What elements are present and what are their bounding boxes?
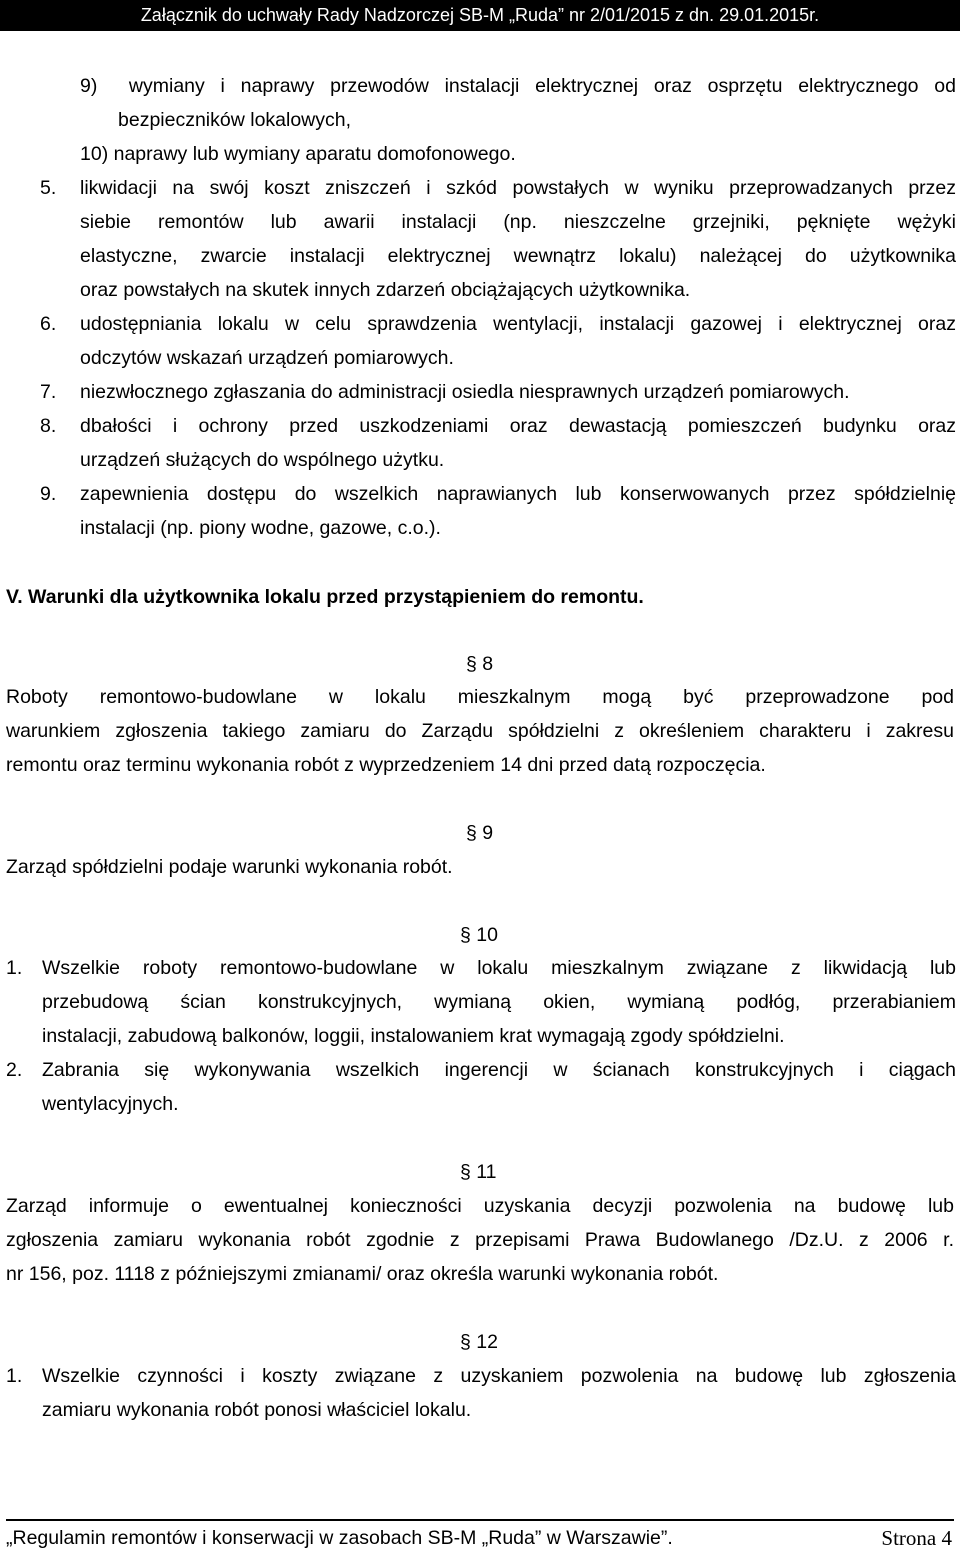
document-header: Załącznik do uchwały Rady Nadzorczej SB-M „Ruda” nr 2/01/2015 z dn. 29.01.2015r. bbox=[0, 0, 960, 31]
paragraph-8-line-1: Roboty remontowo-budowlane w lokalu mieszkalnym mogą być przeprowadzone pod bbox=[6, 686, 954, 708]
paragraph-mark-11: § 11 bbox=[460, 1161, 497, 1183]
list-item-9-line-1: 9) wymiany i naprawy przewodów instalacji elektrycznej oraz osprzętu elektrycznego od bbox=[80, 75, 956, 97]
paragraph-11-line-1: Zarząd informuje o ewentualnej konieczności uzyskania decyzji pozwolenia na budowę lub bbox=[6, 1195, 954, 1217]
footer-title: „Regulamin remontów i konserwacji w zasobach SB-M „Ruda” w Warszawie”. bbox=[6, 1527, 673, 1549]
list-item-10: 10) naprawy lub wymiany aparatu domofonowego. bbox=[80, 143, 516, 165]
paragraph-mark-8: § 8 bbox=[466, 653, 494, 675]
paragraph-11-line-2: zgłoszenia zamiaru wykonania robót zgodnie z przepisami Prawa Budowlanego /Dz.U. z 2006 r. bbox=[6, 1229, 954, 1251]
list-item-6-line-2: odczytów wskazań urządzeń pomiarowych. bbox=[80, 347, 454, 369]
paragraph-9-line-1: Zarząd spółdzielni podaje warunki wykonania robót. bbox=[6, 856, 453, 878]
paragraph-10-item-2-line-2: wentylacyjnych. bbox=[42, 1093, 179, 1115]
list-item-7-line-1: niezwłocznego zgłaszania do administracji osiedla niesprawnych urządzeń pomiarowych. bbox=[80, 381, 850, 403]
paragraph-12-item-1-line-1: Wszelkie czynności i koszty związane z uzyskaniem pozwolenia na budowę lub zgłoszenia bbox=[42, 1365, 956, 1387]
list-number-7: 7. bbox=[40, 381, 57, 403]
page-number: Strona 4 bbox=[881, 1526, 952, 1550]
list-item-9b-line-1: zapewnienia dostępu do wszelkich naprawianych lub konserwowanych przez spółdzielnię bbox=[80, 483, 956, 505]
paragraph-10-item-1-line-3: instalacji, zabudową balkonów, loggii, instalowaniem krat wymagają zgody spółdzielni. bbox=[42, 1025, 785, 1047]
list-number-8: 8. bbox=[40, 415, 57, 437]
paragraph-12-item-1-line-2: zamiaru wykonania robót ponosi właściciel lokalu. bbox=[42, 1399, 472, 1421]
paragraph-mark-9: § 9 bbox=[466, 822, 494, 844]
paragraph-10-item-2-line-1: Zabrania się wykonywania wszelkich ingerencji w ścianach konstrukcyjnych i ciągach bbox=[42, 1059, 956, 1081]
list-item-9-line-2: bezpieczników lokalowych, bbox=[118, 109, 352, 131]
list-number-5: 5. bbox=[40, 177, 57, 199]
paragraph-12-number-1: 1. bbox=[6, 1365, 23, 1387]
list-item-5-line-4: oraz powstałych na skutek innych zdarzeń obciążających użytkownika. bbox=[80, 279, 691, 301]
list-item-6-line-1: udostępniania lokalu w celu sprawdzenia wentylacji, instalacji gazowej i elektrycznej oraz bbox=[80, 313, 956, 335]
paragraph-8-line-3: remontu oraz terminu wykonania robót z wyprzedzeniem 14 dni przed datą rozpoczęcia. bbox=[6, 754, 766, 776]
list-number-6: 6. bbox=[40, 313, 57, 335]
list-item-5-line-2: siebie remontów lub awarii instalacji (np. nieszczelne grzejniki, pęknięte wężyki bbox=[80, 211, 956, 233]
list-item-8-line-1: dbałości i ochrony przed uszkodzeniami oraz dewastacją pomieszczeń budynku oraz bbox=[80, 415, 956, 437]
list-number-9: 9. bbox=[40, 483, 57, 505]
paragraph-mark-10: § 10 bbox=[460, 924, 498, 946]
list-item-5-line-3: elastyczne, zwarcie instalacji elektrycznej wewnątrz lokalu) należącej do użytkownika bbox=[80, 245, 956, 267]
list-item-9b-line-2: instalacji (np. piony wodne, gazowe, c.o.). bbox=[80, 517, 441, 539]
footer-rule bbox=[6, 1519, 954, 1521]
paragraph-10-number-2: 2. bbox=[6, 1059, 23, 1081]
paragraph-10-item-1-line-2: przebudową ścian konstrukcyjnych, wymianą okien, wymianą podłóg, przerabianiem bbox=[42, 991, 956, 1013]
list-item-5-line-1: likwidacji na swój koszt zniszczeń i szkód powstałych w wyniku przeprowadzanych przez bbox=[80, 177, 956, 199]
paragraph-8-line-2: warunkiem zgłoszenia takiego zamiaru do Zarządu spółdzielni z określeniem charakteru i zakresu bbox=[6, 720, 954, 742]
list-item-8-line-2: urządzeń służących do wspólnego użytku. bbox=[80, 449, 445, 471]
paragraph-11-line-3: nr 156, poz. 1118 z późniejszymi zmianami/ oraz określa warunki wykonania robót. bbox=[6, 1263, 719, 1285]
paragraph-10-item-1-line-1: Wszelkie roboty remontowo-budowlane w lokalu mieszkalnym związane z likwidacją lub bbox=[42, 957, 956, 979]
paragraph-mark-12: § 12 bbox=[460, 1331, 498, 1353]
section-heading-v: V. Warunki dla użytkownika lokalu przed przystąpieniem do remontu. bbox=[6, 586, 644, 608]
paragraph-10-number-1: 1. bbox=[6, 957, 23, 979]
